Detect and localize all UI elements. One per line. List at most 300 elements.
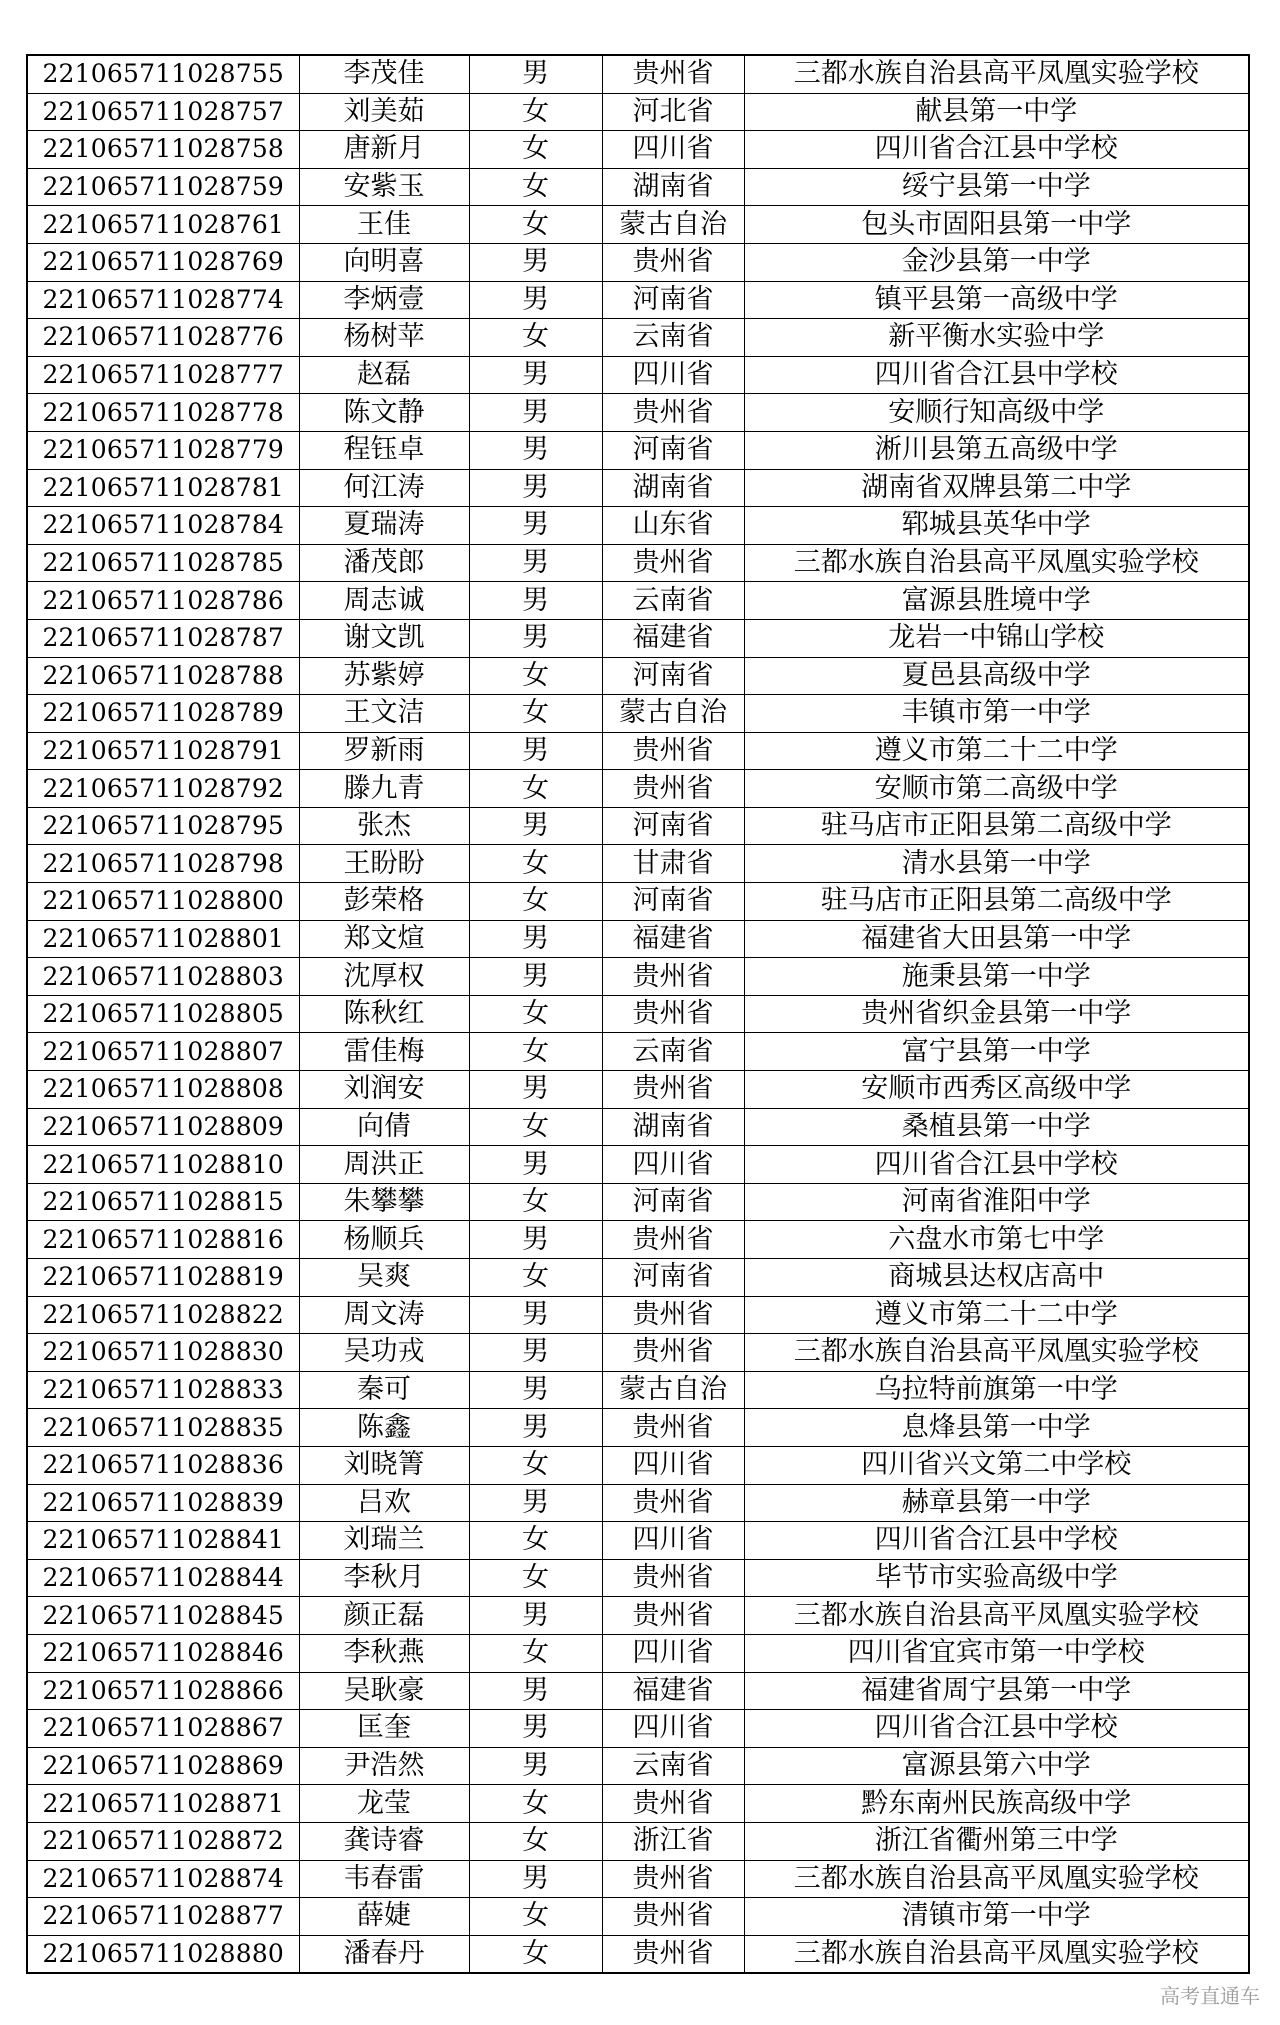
student-name-cell: 张杰 (299, 807, 469, 845)
school-cell: 金沙县第一中学 (744, 243, 1249, 281)
province-cell: 福建省 (602, 920, 744, 958)
exam-id-cell: 221065711028819 (27, 1259, 299, 1297)
school-cell: 安顺行知高级中学 (744, 394, 1249, 432)
student-name-cell: 李茂佳 (299, 55, 469, 93)
table-row (27, 1822, 1249, 1860)
table-row (27, 1898, 1249, 1936)
student-name-cell: 苏紫婷 (299, 657, 469, 695)
student-name-cell: 陈文静 (299, 394, 469, 432)
exam-id-cell: 221065711028758 (27, 131, 299, 169)
table-row (27, 206, 1249, 244)
table-row (27, 1935, 1249, 1973)
school-cell: 绥宁县第一中学 (744, 168, 1249, 206)
gender-cell: 男 (469, 356, 602, 394)
gender-cell: 男 (469, 281, 602, 319)
province-cell: 蒙古自治 (602, 1371, 744, 1409)
table-row (27, 695, 1249, 733)
gender-cell: 女 (469, 1522, 602, 1560)
gender-cell: 女 (469, 131, 602, 169)
gender-cell: 男 (469, 619, 602, 657)
school-cell: 富源县第六中学 (744, 1747, 1249, 1785)
school-cell: 四川省宜宾市第一中学校 (744, 1634, 1249, 1672)
student-name-cell: 尹浩然 (299, 1747, 469, 1785)
province-cell: 浙江省 (602, 1822, 744, 1860)
student-name-cell: 周志诚 (299, 582, 469, 620)
exam-id-cell: 221065711028785 (27, 544, 299, 582)
gender-cell: 女 (469, 1446, 602, 1484)
exam-id-cell: 221065711028769 (27, 243, 299, 281)
province-cell: 湖南省 (602, 1108, 744, 1146)
province-cell: 贵州省 (602, 1409, 744, 1447)
school-cell: 清水县第一中学 (744, 845, 1249, 883)
table-row (27, 1146, 1249, 1184)
school-cell: 黔东南州民族高级中学 (744, 1785, 1249, 1823)
school-cell: 施秉县第一中学 (744, 958, 1249, 996)
school-cell: 贵州省织金县第一中学 (744, 995, 1249, 1033)
province-cell: 四川省 (602, 1634, 744, 1672)
exam-id-cell: 221065711028792 (27, 770, 299, 808)
student-name-cell: 滕九青 (299, 770, 469, 808)
province-cell: 四川省 (602, 131, 744, 169)
table-row (27, 281, 1249, 319)
exam-id-cell: 221065711028846 (27, 1634, 299, 1672)
province-cell: 贵州省 (602, 1935, 744, 1973)
student-name-cell: 秦可 (299, 1371, 469, 1409)
gender-cell: 男 (469, 807, 602, 845)
student-name-cell: 周文涛 (299, 1296, 469, 1334)
province-cell: 河南省 (602, 281, 744, 319)
school-cell: 三都水族自治县高平凤凰实验学校 (744, 1935, 1249, 1973)
exam-id-cell: 221065711028781 (27, 469, 299, 507)
gender-cell: 女 (469, 1634, 602, 1672)
exam-id-cell: 221065711028845 (27, 1597, 299, 1635)
gender-cell: 男 (469, 431, 602, 469)
province-cell: 河南省 (602, 883, 744, 921)
table-row (27, 1183, 1249, 1221)
province-cell: 四川省 (602, 1146, 744, 1184)
province-cell: 贵州省 (602, 544, 744, 582)
exam-id-cell: 221065711028786 (27, 582, 299, 620)
gender-cell: 女 (469, 1935, 602, 1973)
school-cell: 镇平县第一高级中学 (744, 281, 1249, 319)
gender-cell: 男 (469, 243, 602, 281)
school-cell: 献县第一中学 (744, 93, 1249, 131)
gender-cell: 女 (469, 1822, 602, 1860)
table-row (27, 1747, 1249, 1785)
gender-cell: 女 (469, 995, 602, 1033)
school-cell: 安顺市第二高级中学 (744, 770, 1249, 808)
gender-cell: 男 (469, 1296, 602, 1334)
school-cell: 三都水族自治县高平凤凰实验学校 (744, 1597, 1249, 1635)
gender-cell: 男 (469, 1597, 602, 1635)
province-cell: 云南省 (602, 1033, 744, 1071)
table-row (27, 845, 1249, 883)
roster-body (27, 55, 1249, 1973)
table-row (27, 1334, 1249, 1372)
school-cell: 遵义市第二十二中学 (744, 732, 1249, 770)
province-cell: 贵州省 (602, 1898, 744, 1936)
province-cell: 贵州省 (602, 1860, 744, 1898)
exam-id-cell: 221065711028778 (27, 394, 299, 432)
roster-sheet (26, 54, 1248, 1974)
exam-id-cell: 221065711028774 (27, 281, 299, 319)
student-name-cell: 李炳壹 (299, 281, 469, 319)
student-name-cell: 向倩 (299, 1108, 469, 1146)
table-row (27, 319, 1249, 357)
student-name-cell: 安紫玉 (299, 168, 469, 206)
school-cell: 郓城县英华中学 (744, 507, 1249, 545)
gender-cell: 女 (469, 1259, 602, 1297)
province-cell: 贵州省 (602, 1559, 744, 1597)
exam-id-cell: 221065711028808 (27, 1071, 299, 1109)
exam-id-cell: 221065711028867 (27, 1710, 299, 1748)
exam-id-cell: 221065711028833 (27, 1371, 299, 1409)
table-row (27, 807, 1249, 845)
exam-id-cell: 221065711028776 (27, 319, 299, 357)
exam-id-cell: 221065711028777 (27, 356, 299, 394)
table-row (27, 1597, 1249, 1635)
exam-id-cell: 221065711028803 (27, 958, 299, 996)
exam-id-cell: 221065711028841 (27, 1522, 299, 1560)
table-row (27, 1259, 1249, 1297)
province-cell: 贵州省 (602, 1484, 744, 1522)
student-name-cell: 吴爽 (299, 1259, 469, 1297)
province-cell: 贵州省 (602, 1071, 744, 1109)
table-row (27, 1634, 1249, 1672)
table-row (27, 1785, 1249, 1823)
table-row (27, 1672, 1249, 1710)
exam-id-cell: 221065711028815 (27, 1183, 299, 1221)
province-cell: 贵州省 (602, 1296, 744, 1334)
province-cell: 湖南省 (602, 469, 744, 507)
table-row (27, 356, 1249, 394)
school-cell: 四川省合江县中学校 (744, 131, 1249, 169)
school-cell: 四川省合江县中学校 (744, 1146, 1249, 1184)
school-cell: 新平衡水实验中学 (744, 319, 1249, 357)
table-row (27, 507, 1249, 545)
gender-cell: 男 (469, 1860, 602, 1898)
student-name-cell: 颜正磊 (299, 1597, 469, 1635)
gender-cell: 男 (469, 469, 602, 507)
table-row (27, 582, 1249, 620)
exam-id-cell: 221065711028798 (27, 845, 299, 883)
school-cell: 富源县胜境中学 (744, 582, 1249, 620)
exam-id-cell: 221065711028839 (27, 1484, 299, 1522)
gender-cell: 女 (469, 1559, 602, 1597)
province-cell: 甘肃省 (602, 845, 744, 883)
table-row (27, 1860, 1249, 1898)
table-row (27, 619, 1249, 657)
exam-id-cell: 221065711028874 (27, 1860, 299, 1898)
school-cell: 六盘水市第七中学 (744, 1221, 1249, 1259)
student-name-cell: 程钰卓 (299, 431, 469, 469)
province-cell: 四川省 (602, 356, 744, 394)
table-row (27, 1108, 1249, 1146)
table-row (27, 920, 1249, 958)
table-row (27, 1446, 1249, 1484)
gender-cell: 男 (469, 1747, 602, 1785)
gender-cell: 女 (469, 845, 602, 883)
school-cell: 三都水族自治县高平凤凰实验学校 (744, 55, 1249, 93)
gender-cell: 男 (469, 1672, 602, 1710)
gender-cell: 男 (469, 1371, 602, 1409)
school-cell: 四川省兴文第二中学校 (744, 1446, 1249, 1484)
province-cell: 四川省 (602, 1522, 744, 1560)
student-name-cell: 郑文煊 (299, 920, 469, 958)
exam-id-cell: 221065711028807 (27, 1033, 299, 1071)
table-row (27, 657, 1249, 695)
school-cell: 息烽县第一中学 (744, 1409, 1249, 1447)
student-name-cell: 潘春丹 (299, 1935, 469, 1973)
gender-cell: 女 (469, 883, 602, 921)
province-cell: 贵州省 (602, 770, 744, 808)
gender-cell: 女 (469, 1033, 602, 1071)
province-cell: 湖南省 (602, 168, 744, 206)
exam-id-cell: 221065711028805 (27, 995, 299, 1033)
province-cell: 河南省 (602, 807, 744, 845)
province-cell: 河南省 (602, 431, 744, 469)
school-cell: 驻马店市正阳县第二高级中学 (744, 883, 1249, 921)
school-cell: 丰镇市第一中学 (744, 695, 1249, 733)
student-name-cell: 龙莹 (299, 1785, 469, 1823)
exam-id-cell: 221065711028872 (27, 1822, 299, 1860)
student-name-cell: 杨顺兵 (299, 1221, 469, 1259)
school-cell: 三都水族自治县高平凤凰实验学校 (744, 544, 1249, 582)
province-cell: 贵州省 (602, 243, 744, 281)
table-row (27, 1710, 1249, 1748)
table-row (27, 732, 1249, 770)
exam-id-cell: 221065711028871 (27, 1785, 299, 1823)
school-cell: 四川省合江县中学校 (744, 356, 1249, 394)
student-name-cell: 何江涛 (299, 469, 469, 507)
school-cell: 清镇市第一中学 (744, 1898, 1249, 1936)
gender-cell: 女 (469, 695, 602, 733)
gender-cell: 女 (469, 319, 602, 357)
school-cell: 安顺市西秀区高级中学 (744, 1071, 1249, 1109)
exam-id-cell: 221065711028801 (27, 920, 299, 958)
school-cell: 湖南省双牌县第二中学 (744, 469, 1249, 507)
province-cell: 贵州省 (602, 995, 744, 1033)
student-name-cell: 沈厚权 (299, 958, 469, 996)
exam-id-cell: 221065711028789 (27, 695, 299, 733)
table-row (27, 168, 1249, 206)
province-cell: 贵州省 (602, 394, 744, 432)
school-cell: 包头市固阳县第一中学 (744, 206, 1249, 244)
exam-id-cell: 221065711028822 (27, 1296, 299, 1334)
exam-id-cell: 221065711028835 (27, 1409, 299, 1447)
school-cell: 乌拉特前旗第一中学 (744, 1371, 1249, 1409)
exam-id-cell: 221065711028844 (27, 1559, 299, 1597)
school-cell: 富宁县第一中学 (744, 1033, 1249, 1071)
gender-cell: 男 (469, 55, 602, 93)
gender-cell: 女 (469, 206, 602, 244)
province-cell: 河南省 (602, 657, 744, 695)
gender-cell: 男 (469, 1710, 602, 1748)
school-cell: 四川省合江县中学校 (744, 1710, 1249, 1748)
student-name-cell: 王盼盼 (299, 845, 469, 883)
student-name-cell: 刘瑞兰 (299, 1522, 469, 1560)
student-name-cell: 李秋月 (299, 1559, 469, 1597)
student-name-cell: 王佳 (299, 206, 469, 244)
student-name-cell: 唐新月 (299, 131, 469, 169)
exam-id-cell: 221065711028836 (27, 1446, 299, 1484)
exam-id-cell: 221065711028816 (27, 1221, 299, 1259)
province-cell: 贵州省 (602, 55, 744, 93)
exam-id-cell: 221065711028800 (27, 883, 299, 921)
school-cell: 赫章县第一中学 (744, 1484, 1249, 1522)
table-row (27, 1522, 1249, 1560)
student-name-cell: 刘润安 (299, 1071, 469, 1109)
table-row (27, 93, 1249, 131)
exam-id-cell: 221065711028791 (27, 732, 299, 770)
exam-id-cell: 221065711028788 (27, 657, 299, 695)
table-row (27, 1409, 1249, 1447)
gender-cell: 男 (469, 732, 602, 770)
student-name-cell: 周洪正 (299, 1146, 469, 1184)
gender-cell: 女 (469, 168, 602, 206)
gender-cell: 女 (469, 770, 602, 808)
student-name-cell: 朱攀攀 (299, 1183, 469, 1221)
gender-cell: 男 (469, 394, 602, 432)
province-cell: 四川省 (602, 1710, 744, 1748)
school-cell: 淅川县第五高级中学 (744, 431, 1249, 469)
table-row (27, 394, 1249, 432)
table-row (27, 469, 1249, 507)
province-cell: 山东省 (602, 507, 744, 545)
gender-cell: 男 (469, 1334, 602, 1372)
table-row (27, 883, 1249, 921)
exam-id-cell: 221065711028779 (27, 431, 299, 469)
student-name-cell: 雷佳梅 (299, 1033, 469, 1071)
student-name-cell: 匡奎 (299, 1710, 469, 1748)
province-cell: 云南省 (602, 319, 744, 357)
school-cell: 驻马店市正阳县第二高级中学 (744, 807, 1249, 845)
province-cell: 云南省 (602, 1747, 744, 1785)
school-cell: 三都水族自治县高平凤凰实验学校 (744, 1860, 1249, 1898)
exam-id-cell: 221065711028809 (27, 1108, 299, 1146)
gender-cell: 男 (469, 1146, 602, 1184)
student-name-cell: 刘晓箐 (299, 1446, 469, 1484)
exam-id-cell: 221065711028755 (27, 55, 299, 93)
province-cell: 贵州省 (602, 958, 744, 996)
gender-cell: 男 (469, 1484, 602, 1522)
gender-cell: 男 (469, 1221, 602, 1259)
gender-cell: 男 (469, 507, 602, 545)
table-row (27, 1371, 1249, 1409)
gender-cell: 女 (469, 1898, 602, 1936)
exam-id-cell: 221065711028759 (27, 168, 299, 206)
student-name-cell: 罗新雨 (299, 732, 469, 770)
school-cell: 夏邑县高级中学 (744, 657, 1249, 695)
student-name-cell: 吴功戎 (299, 1334, 469, 1372)
school-cell: 福建省大田县第一中学 (744, 920, 1249, 958)
gender-cell: 男 (469, 1409, 602, 1447)
gender-cell: 女 (469, 657, 602, 695)
exam-id-cell: 221065711028869 (27, 1747, 299, 1785)
student-name-cell: 杨树苹 (299, 319, 469, 357)
exam-id-cell: 221065711028880 (27, 1935, 299, 1973)
gender-cell: 女 (469, 1785, 602, 1823)
gender-cell: 女 (469, 1108, 602, 1146)
gender-cell: 男 (469, 920, 602, 958)
exam-id-cell: 221065711028787 (27, 619, 299, 657)
student-name-cell: 向明喜 (299, 243, 469, 281)
exam-id-cell: 221065711028757 (27, 93, 299, 131)
student-name-cell: 吕欢 (299, 1484, 469, 1522)
exam-id-cell: 221065711028830 (27, 1334, 299, 1372)
student-name-cell: 薛婕 (299, 1898, 469, 1936)
school-cell: 龙岩一中锦山学校 (744, 619, 1249, 657)
province-cell: 贵州省 (602, 1334, 744, 1372)
exam-id-cell: 221065711028877 (27, 1898, 299, 1936)
province-cell: 河南省 (602, 1259, 744, 1297)
school-cell: 福建省周宁县第一中学 (744, 1672, 1249, 1710)
school-cell: 河南省淮阳中学 (744, 1183, 1249, 1221)
student-name-cell: 李秋燕 (299, 1634, 469, 1672)
table-row (27, 243, 1249, 281)
province-cell: 蒙古自治 (602, 695, 744, 733)
school-cell: 浙江省衢州第三中学 (744, 1822, 1249, 1860)
school-cell: 遵义市第二十二中学 (744, 1296, 1249, 1334)
province-cell: 河南省 (602, 1183, 744, 1221)
student-name-cell: 龚诗睿 (299, 1822, 469, 1860)
table-row (27, 131, 1249, 169)
table-row (27, 1559, 1249, 1597)
table-row (27, 544, 1249, 582)
student-name-cell: 王文洁 (299, 695, 469, 733)
gender-cell: 男 (469, 582, 602, 620)
student-name-cell: 彭荣格 (299, 883, 469, 921)
gender-cell: 男 (469, 544, 602, 582)
student-name-cell: 潘茂郎 (299, 544, 469, 582)
exam-id-cell: 221065711028795 (27, 807, 299, 845)
table-row (27, 1484, 1249, 1522)
student-roster-table (26, 54, 1250, 1974)
student-name-cell: 韦春雷 (299, 1860, 469, 1898)
exam-id-cell: 221065711028866 (27, 1672, 299, 1710)
exam-id-cell: 221065711028810 (27, 1146, 299, 1184)
table-row (27, 995, 1249, 1033)
school-cell: 桑植县第一中学 (744, 1108, 1249, 1146)
school-cell: 三都水族自治县高平凤凰实验学校 (744, 1334, 1249, 1372)
student-name-cell: 陈鑫 (299, 1409, 469, 1447)
province-cell: 四川省 (602, 1446, 744, 1484)
table-row (27, 1296, 1249, 1334)
province-cell: 河北省 (602, 93, 744, 131)
province-cell: 福建省 (602, 1672, 744, 1710)
table-row (27, 431, 1249, 469)
province-cell: 贵州省 (602, 1221, 744, 1259)
province-cell: 贵州省 (602, 1597, 744, 1635)
school-cell: 商城县达权店高中 (744, 1259, 1249, 1297)
province-cell: 福建省 (602, 619, 744, 657)
table-row (27, 958, 1249, 996)
school-cell: 四川省合江县中学校 (744, 1522, 1249, 1560)
student-name-cell: 刘美茹 (299, 93, 469, 131)
exam-id-cell: 221065711028784 (27, 507, 299, 545)
table-row (27, 1071, 1249, 1109)
gender-cell: 男 (469, 958, 602, 996)
gender-cell: 女 (469, 93, 602, 131)
province-cell: 贵州省 (602, 1785, 744, 1823)
student-name-cell: 夏瑞涛 (299, 507, 469, 545)
province-cell: 云南省 (602, 582, 744, 620)
student-name-cell: 谢文凯 (299, 619, 469, 657)
watermark-text: 高考直通车 (1160, 1984, 1260, 2008)
school-cell: 毕节市实验高级中学 (744, 1559, 1249, 1597)
table-row (27, 1221, 1249, 1259)
gender-cell: 女 (469, 1183, 602, 1221)
